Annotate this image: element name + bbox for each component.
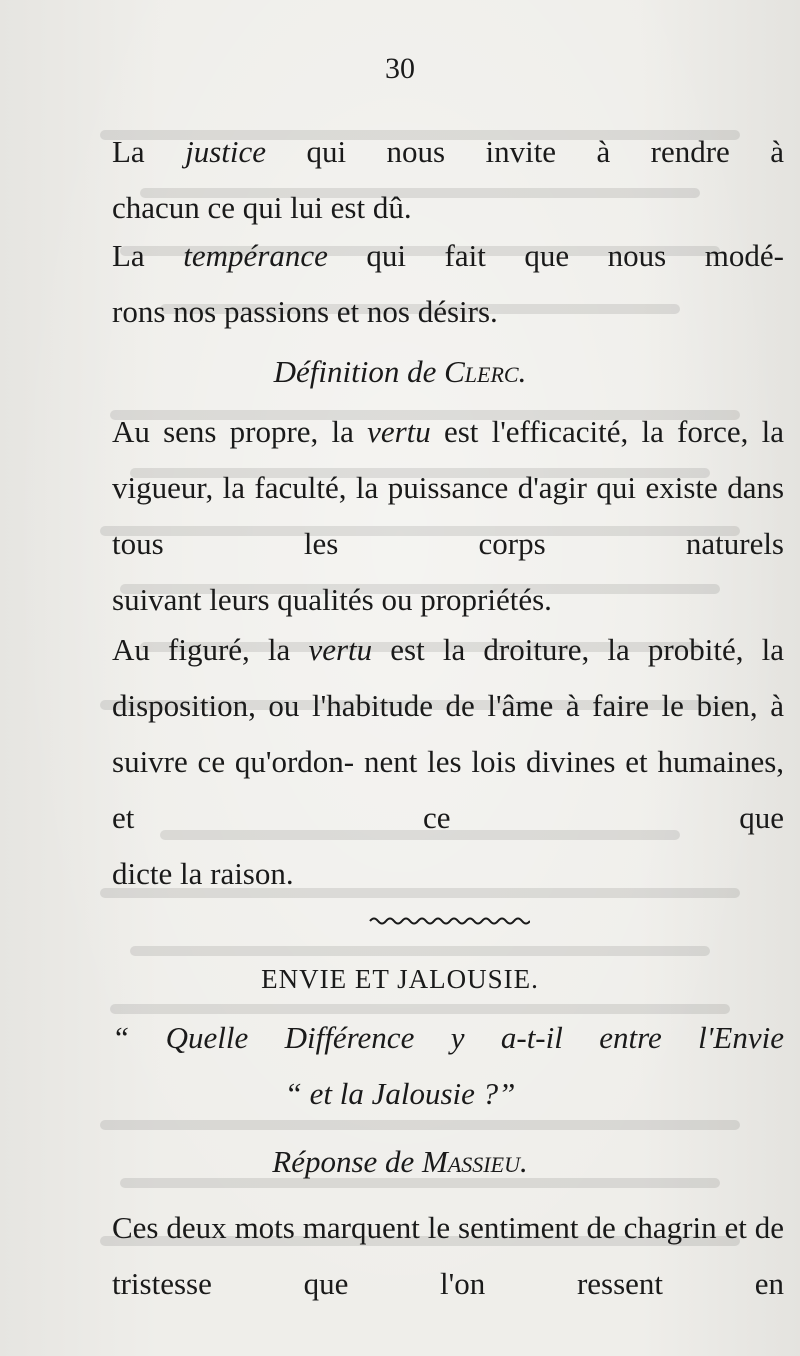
paragraph-figure-pre: Au figuré, la	[112, 632, 309, 667]
heading-definition-prefix: Définition de	[273, 354, 445, 389]
paragraph-deux-mots	[112, 1200, 784, 1312]
paragraph-sens-propre-line2: la force, la vigueur, la faculté, la puissance	[112, 414, 784, 505]
heading-reponse-massieu	[0, 1144, 800, 1180]
page-number: 30	[385, 52, 415, 85]
paragraph-sens-propre-pre: Au sens propre, la	[112, 414, 368, 449]
paragraph-justice	[112, 124, 784, 236]
paragraph-deux-mots-line2: chagrin et de tristesse que l'on ressent en	[112, 1210, 785, 1301]
term-vertu-2: vertu	[308, 632, 373, 667]
section-title: ENVIE ET JALOUSIE.	[261, 964, 539, 994]
section-divider-ornament	[368, 915, 530, 927]
paragraph-figure-post: est la droiture, la	[372, 632, 630, 667]
paragraph-justice-pre: La	[112, 134, 186, 169]
term-temperance: tempérance	[183, 238, 328, 273]
paragraph-sens-propre	[112, 404, 784, 628]
paragraph-figure-line4: nent les lois divines et humaines, et ce que	[112, 744, 785, 835]
paragraph-sens-propre-post: est l'efficacité,	[430, 414, 629, 449]
heading-reponse-prefix: Réponse de	[272, 1144, 423, 1179]
paragraph-sens-propre-line4: suivant leurs qualités ou propriétés.	[112, 582, 552, 617]
heading-definition-suffix: .	[518, 354, 527, 389]
heading-reponse-suffix: .	[519, 1144, 528, 1179]
heading-reponse-name: Massieu	[422, 1144, 520, 1179]
paragraph-deux-mots-line1: Ces deux mots marquent le sentiment de	[112, 1210, 616, 1245]
paragraph-sens-propre-line3: d'agir qui existe dans tous les corps naturels	[112, 470, 785, 561]
heading-definition-clerc	[0, 354, 800, 390]
paragraph-justice-line2: chacun ce qui lui est dû.	[112, 190, 412, 225]
question-line1: “ Quelle Différence y a-t-il entre l'Envie	[112, 1020, 784, 1055]
paragraph-temperance	[112, 228, 784, 340]
paragraph-figure-line3: l'âme à faire le bien, à suivre ce qu'ordon-	[112, 688, 784, 779]
paragraph-figure	[112, 622, 784, 902]
paragraph-temperance-post: qui fait que nous modé-	[327, 238, 784, 273]
paragraph-justice-post: qui nous invite à rendre à	[266, 134, 784, 169]
term-justice: justice	[185, 134, 267, 169]
heading-definition-name: Clerc	[444, 354, 519, 389]
paragraph-temperance-line2: rons nos passions et nos désirs.	[112, 294, 498, 329]
term-vertu-1: vertu	[367, 414, 431, 449]
paragraph-figure-line5: dicte la raison.	[112, 856, 294, 891]
paragraph-temperance-pre: La	[112, 238, 184, 273]
paragraph-figure-line2: probité, la disposition, ou l'habitude de	[112, 632, 784, 723]
question-line2: “ et la Jalousie ?”	[284, 1076, 516, 1111]
